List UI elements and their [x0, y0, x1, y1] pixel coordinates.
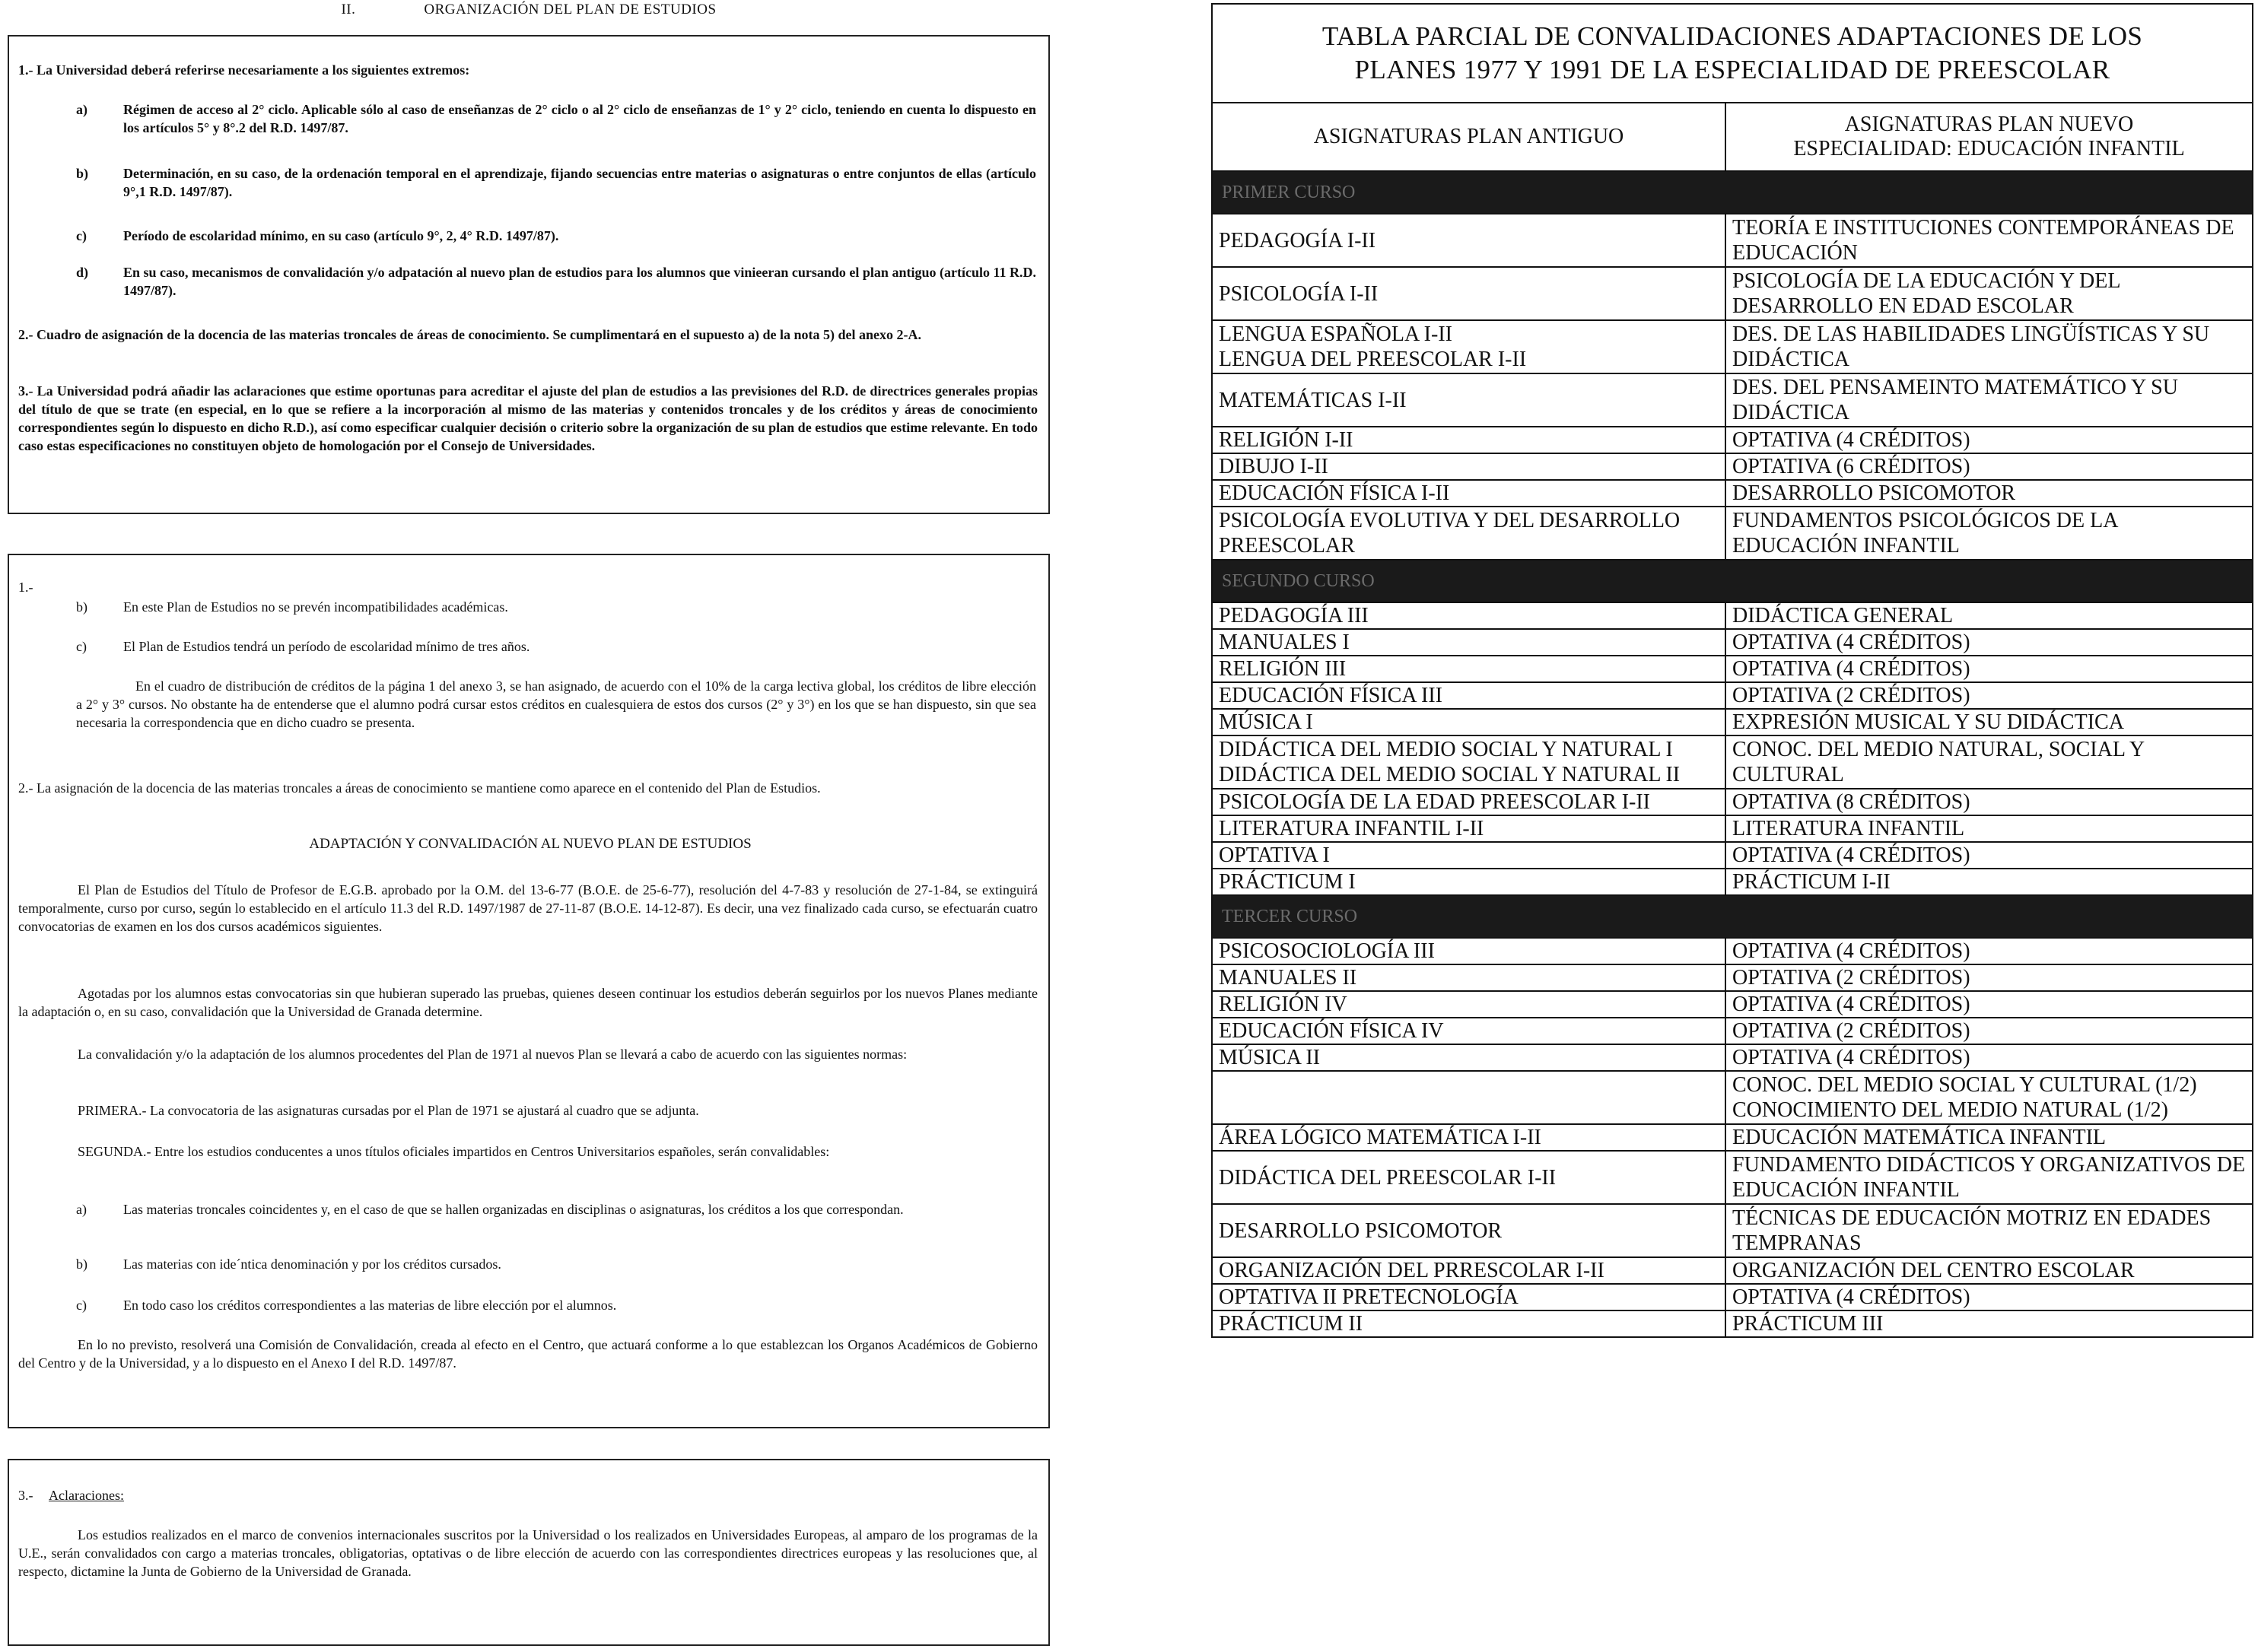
table-row: [1212, 1257, 2253, 1284]
old-subject-cell: PSICOLOGÍA DE LA EDAD PREESCOLAR I-II: [1212, 789, 1725, 815]
rule-c-text: En todo caso los créditos correspondientes a las materias de libre elección por el alumnos.: [123, 1298, 617, 1313]
new-subject-cell: OPTATIVA (4 CRÉDITOS): [1725, 427, 2253, 453]
column-header-new-plan-line-2: ESPECIALIDAD: EDUCACIÓN INFANTIL: [1793, 137, 2185, 160]
table-row: [1212, 869, 2253, 895]
new-subject-cell: OPTATIVA (4 CRÉDITOS): [1725, 842, 2253, 869]
old-subject-cell: PRÁCTICUM II: [1212, 1310, 1725, 1337]
new-subject-cell: DIDÁCTICA GENERAL: [1725, 602, 2253, 629]
final-paragraph: En lo no previsto, resolverá una Comisión de Convalidación, creada al efecto en el Centro, que actuará conforme a lo que establezcan los Organos Académicos de Gobierno del Centro y de la Universidad, y a lo dispuesto en el Anexo I del R.D. 1497/87.: [18, 1337, 1038, 1371]
table-row: [1212, 815, 2253, 842]
table-row: [1212, 938, 2253, 964]
new-subject-cell: OPTATIVA (8 CRÉDITOS): [1725, 789, 2253, 815]
item-a-label: a): [76, 102, 87, 117]
old-subject-cell: PSICOLOGÍA EVOLUTIVA Y DEL DESARROLLO PREESCOLAR: [1212, 507, 1725, 560]
table-row: [1212, 267, 2253, 320]
old-subject-cell: DESARROLLO PSICOMOTOR: [1212, 1204, 1725, 1257]
table-row: [1212, 656, 2253, 682]
section-header: [0, 2, 1057, 18]
new-subject-cell: OPTATIVA (4 CRÉDITOS): [1725, 991, 2253, 1018]
adaptation-subtitle: ADAPTACIÓN Y CONVALIDACIÓN AL NUEVO PLAN DE ESTUDIOS: [309, 836, 752, 852]
table-row: [1212, 682, 2253, 709]
item-d-label: d): [76, 265, 89, 280]
new-subject-cell: OPTATIVA (2 CRÉDITOS): [1725, 964, 2253, 991]
item-c-text: Período de escolaridad mínimo, en su caso (artículo 9°, 2, 4° R.D. 1497/87).: [123, 228, 559, 243]
instruction-3: 3.- La Universidad podrá añadir las aclaraciones que estime oportunas para acreditar el ajuste del plan de estudios a las previsiones del R.D. de directrices generales propias del título de que se trate (en especial, en lo que se refiere a la incorporación al mismo de las materias y contenidos troncales y de los créditos y áreas de conocimiento correspondientes según lo dispuesto en dicho R.D.), así como especificar cualquier decisión o criterio sobre la organización de su plan de estudios que estime relevante. En todo caso estas especificaciones no constituyen objeto de homologación por el Consejo de Universidades.: [18, 383, 1038, 453]
clarifications-text: Los estudios realizados en el marco de convenios internacionales suscritos por la Universidad o los realizados en Universidades Europeas, al amparo de los programas de la U.E., serán convalidados con cargo a materias troncales, obligatorias, optativas o de libre elección de acuerdo con las correspondientes directrices europeas y las resoluciones que, al respecto, dictamine la Junta de Gobierno de la Universidad de Granada.: [18, 1527, 1038, 1579]
point-1: 1.-: [18, 580, 33, 595]
table-row: [1212, 1044, 2253, 1071]
new-subject-cell: PRÁCTICUM I-II: [1725, 869, 2253, 895]
table-row: [1212, 427, 2253, 453]
table-row: [1212, 453, 2253, 480]
old-subject-cell: PSICOSOCIOLOGÍA III: [1212, 938, 1725, 964]
new-subject-cell: CONOC. DEL MEDIO SOCIAL Y CULTURAL (1/2) CONOCIMIENTO DEL MEDIO NATURAL (1/2): [1725, 1071, 2253, 1124]
old-subject-cell: RELIGIÓN I-II: [1212, 427, 1725, 453]
new-subject-cell: OPTATIVA (2 CRÉDITOS): [1725, 1018, 2253, 1044]
new-subject-cell: OPTATIVA (6 CRÉDITOS): [1725, 453, 2253, 480]
old-subject-cell: [1212, 1071, 1725, 1124]
table-title: [1212, 4, 2253, 103]
new-subject-cell: EXPRESIÓN MUSICAL Y SU DIDÁCTICA: [1725, 709, 2253, 735]
old-subject-cell: MANUALES II: [1212, 964, 1725, 991]
table-row: [1212, 480, 2253, 507]
old-subject-cell: PEDAGOGÍA I-II: [1212, 214, 1725, 267]
old-subject-cell: LENGUA ESPAÑOLA I-II LENGUA DEL PREESCOLAR I-II: [1212, 320, 1725, 373]
item-b-label: b): [76, 166, 89, 181]
adaptation-paragraph-3: La convalidación y/o la adaptación de los alumnos procedentes del Plan de 1971 al nuevos Plan se llevará a cabo de acuerdo con las siguientes normas:: [78, 1047, 908, 1062]
new-subject-cell: LITERATURA INFANTIL: [1725, 815, 2253, 842]
old-subject-cell: RELIGIÓN IV: [1212, 991, 1725, 1018]
clarifications-title: Aclaraciones:: [49, 1488, 124, 1503]
old-subject-cell: DIDÁCTICA DEL PREESCOLAR I-II: [1212, 1151, 1725, 1204]
new-subject-cell: PRÁCTICUM III: [1725, 1310, 2253, 1337]
table-row: [1212, 1018, 2253, 1044]
table-row: [1212, 842, 2253, 869]
course-band-primer-curso: [1212, 171, 2253, 214]
course-band-label: PRIMER CURSO: [1212, 171, 2253, 214]
rule-a-text: Las materias troncales coincidentes y, en el caso de que se hallen organizadas en disciplinas o asignaturas, los créditos a los que correspondan.: [123, 1202, 904, 1217]
table-row: [1212, 735, 2253, 789]
table-row: [1212, 991, 2253, 1018]
section-title: ORGANIZACIÓN DEL PLAN DE ESTUDIOS: [424, 2, 717, 17]
point-c-label: c): [76, 639, 87, 654]
table-row: [1212, 709, 2253, 735]
rule-a-label: a): [76, 1202, 87, 1217]
convalidation-table: [1211, 3, 2253, 1338]
new-subject-cell: FUNDAMENTOS PSICOLÓGICOS DE LA EDUCACIÓN INFANTIL: [1725, 507, 2253, 560]
new-subject-cell: OPTATIVA (4 CRÉDITOS): [1725, 1284, 2253, 1310]
table-row: [1212, 214, 2253, 267]
table-row: [1212, 373, 2253, 427]
table-row: [1212, 1204, 2253, 1257]
course-band-segundo-curso: [1212, 560, 2253, 602]
old-subject-cell: DIBUJO I-II: [1212, 453, 1725, 480]
table-row: [1212, 789, 2253, 815]
old-subject-cell: OPTATIVA I: [1212, 842, 1725, 869]
old-subject-cell: DIDÁCTICA DEL MEDIO SOCIAL Y NATURAL I DIDÁCTICA DEL MEDIO SOCIAL Y NATURAL II: [1212, 735, 1725, 789]
instruction-1: 1.- La Universidad deberá referirse necesariamente a los siguientes extremos:: [18, 62, 470, 78]
old-subject-cell: OPTATIVA II PRETECNOLOGÍA: [1212, 1284, 1725, 1310]
clarifications-number: 3.-: [18, 1488, 33, 1503]
new-subject-cell: FUNDAMENTO DIDÁCTICOS Y ORGANIZATIVOS DE EDUCACIÓN INFANTIL: [1725, 1151, 2253, 1204]
old-subject-cell: PRÁCTICUM I: [1212, 869, 1725, 895]
new-subject-cell: OPTATIVA (4 CRÉDITOS): [1725, 1044, 2253, 1071]
table-row: [1212, 1310, 2253, 1337]
item-c-label: c): [76, 228, 87, 243]
table-row: [1212, 507, 2253, 560]
old-subject-cell: ORGANIZACIÓN DEL PRRESCOLAR I-II: [1212, 1257, 1725, 1284]
item-d-text: En su caso, mecanismos de convalidación y/o adpatación al nuevo plan de estudios para los alumnos que vinieeran cursando el plan antiguo (artículo 11 R.D. 1497/87).: [123, 265, 1036, 298]
new-subject-cell: OPTATIVA (2 CRÉDITOS): [1725, 682, 2253, 709]
old-subject-cell: MATEMÁTICAS I-II: [1212, 373, 1725, 427]
point-c-text: El Plan de Estudios tendrá un período de escolaridad mínimo de tres años.: [123, 639, 530, 654]
adaptation-paragraph-2: Agotadas por los alumnos estas convocatorias sin que hubieran superado las pruebas, quienes deseen continuar los estudios deberán seguirlos por los nuevos Planes mediante la adaptación o, en su caso, convalidación que la Universidad de Granada determine.: [18, 986, 1038, 1019]
old-subject-cell: PEDAGOGÍA III: [1212, 602, 1725, 629]
course-band-tercer-curso: [1212, 895, 2253, 938]
table-title-line-2: PLANES 1977 Y 1991 DE LA ESPECIALIDAD DE PREESCOLAR: [1354, 55, 2110, 84]
rule-segunda: SEGUNDA.- Entre los estudios conducentes a unos títulos oficiales impartidos en Centros Universitarios españoles, serán convalidables:: [78, 1144, 830, 1159]
new-subject-cell: DES. DEL PENSAMEINTO MATEMÁTICO Y SU DIDÁCTICA: [1725, 373, 2253, 427]
plan-details-box: [8, 554, 1050, 1428]
old-subject-cell: RELIGIÓN III: [1212, 656, 1725, 682]
old-subject-cell: ÁREA LÓGICO MATEMÁTICA I-II: [1212, 1124, 1725, 1151]
new-subject-cell: OPTATIVA (4 CRÉDITOS): [1725, 629, 2253, 656]
adaptation-paragraph-1: El Plan de Estudios del Título de Profesor de E.G.B. aprobado por la O.M. del 13-6-77 (B.O.E. de 25-6-77), resolución del 4-7-83 y resolución de 27-1-84, se extinguirá temporalmente, curso por curso, según lo establecido en el artículo 11.3 del R.D. 1497/1987 de 27-11-87 (B.O.E. 14-12-87). Es decir, una vez finalizado cada curso, se efectuarán cuatro convocatorias de examen en los dos cursos académicos siguientes.: [18, 882, 1038, 934]
table-row: [1212, 602, 2253, 629]
rule-b-text: Las materias con ide´ntica denominación y por los créditos cursados.: [123, 1256, 501, 1272]
point-b-text: En este Plan de Estudios no se prevén incompatibilidades académicas.: [123, 599, 508, 615]
clarifications-box: [8, 1459, 1050, 1646]
table-row: [1212, 1151, 2253, 1204]
point-b-label: b): [76, 599, 87, 615]
left-page: [0, 0, 1057, 1652]
table-title-line-1: TABLA PARCIAL DE CONVALIDACIONES ADAPTACIONES DE LOS: [1321, 21, 2143, 51]
instructions-box: [8, 35, 1050, 514]
instruction-2: 2.- Cuadro de asignación de la docencia de las materias troncales de áreas de conocimiento. Se cumplimentará en el supuesto a) de la nota 5) del anexo 2-A.: [18, 327, 921, 342]
table-row: [1212, 1124, 2253, 1151]
new-subject-cell: ORGANIZACIÓN DEL CENTRO ESCOLAR: [1725, 1257, 2253, 1284]
item-a-text: Régimen de acceso al 2° ciclo. Aplicable sólo al caso de enseñanzas de 2° ciclo o al 2° ciclo de enseñanzas de 1° y 2° ciclo, teniendo en cuenta lo dispuesto en los artículos 5° y 8°.2 del R.D. 1497/87.: [123, 102, 1036, 135]
point-2: 2.- La asignación de la docencia de las materias troncales a áreas de conocimiento se mantiene como aparece en el contenido del Plan de Estudios.: [18, 780, 821, 796]
new-subject-cell: OPTATIVA (4 CRÉDITOS): [1725, 656, 2253, 682]
old-subject-cell: EDUCACIÓN FÍSICA III: [1212, 682, 1725, 709]
old-subject-cell: EDUCACIÓN FÍSICA I-II: [1212, 480, 1725, 507]
credits-paragraph: En el cuadro de distribución de créditos de la página 1 del anexo 3, se han asignado, de acuerdo con el 10% de la carga lectiva global, los créditos de libre elección a 2° y 3° cursos. No obstante ha de entenderse que el alumno podrá cursar estos créditos en cualesquiera de estos dos cursos (2° y 3°) en los que se han dispuesto, sin que sea necesaria la correspondencia que en dicho cuadro se presenta.: [76, 678, 1036, 730]
table-row: [1212, 1071, 2253, 1124]
item-b-text: Determinación, en su caso, de la ordenación temporal en el aprendizaje, fijando secuencias entre materias o asignaturas o entre conjuntos de ellas (artículo 9°,1 R.D. 1497/87).: [123, 166, 1036, 199]
old-subject-cell: EDUCACIÓN FÍSICA IV: [1212, 1018, 1725, 1044]
rule-primera: PRIMERA.- La convocatoria de las asignaturas cursadas por el Plan de 1971 se ajustará al cuadro que se adjunta.: [78, 1103, 699, 1118]
old-subject-cell: LITERATURA INFANTIL I-II: [1212, 815, 1725, 842]
new-subject-cell: DESARROLLO PSICOMOTOR: [1725, 480, 2253, 507]
old-subject-cell: MÚSICA II: [1212, 1044, 1725, 1071]
new-subject-cell: TÉCNICAS DE EDUCACIÓN MOTRIZ EN EDADES TEMPRANAS: [1725, 1204, 2253, 1257]
new-subject-cell: DES. DE LAS HABILIDADES LINGÜÍSTICAS Y SU DIDÁCTICA: [1725, 320, 2253, 373]
table-row: [1212, 1284, 2253, 1310]
old-subject-cell: PSICOLOGÍA I-II: [1212, 267, 1725, 320]
course-band-label: SEGUNDO CURSO: [1212, 560, 2253, 602]
old-subject-cell: MANUALES I: [1212, 629, 1725, 656]
new-subject-cell: TEORÍA E INSTITUCIONES CONTEMPORÁNEAS DE EDUCACIÓN: [1725, 214, 2253, 267]
new-subject-cell: PSICOLOGÍA DE LA EDUCACIÓN Y DEL DESARROLLO EN EDAD ESCOLAR: [1725, 267, 2253, 320]
column-header-new-plan-line-1: ASIGNATURAS PLAN NUEVO: [1844, 113, 2134, 136]
rule-b-label: b): [76, 1256, 87, 1272]
course-band-label: TERCER CURSO: [1212, 895, 2253, 938]
rule-c-label: c): [76, 1298, 87, 1313]
table-row: [1212, 320, 2253, 373]
new-subject-cell: CONOC. DEL MEDIO NATURAL, SOCIAL Y CULTURAL: [1725, 735, 2253, 789]
old-subject-cell: MÚSICA I: [1212, 709, 1725, 735]
new-subject-cell: EDUCACIÓN MATEMÁTICA INFANTIL: [1725, 1124, 2253, 1151]
column-header-new-plan: [1725, 103, 2253, 171]
new-subject-cell: OPTATIVA (4 CRÉDITOS): [1725, 938, 2253, 964]
table-row: [1212, 964, 2253, 991]
section-number: II.: [341, 2, 356, 17]
column-header-old-plan: ASIGNATURAS PLAN ANTIGUO: [1212, 103, 1725, 171]
table-row: [1212, 629, 2253, 656]
